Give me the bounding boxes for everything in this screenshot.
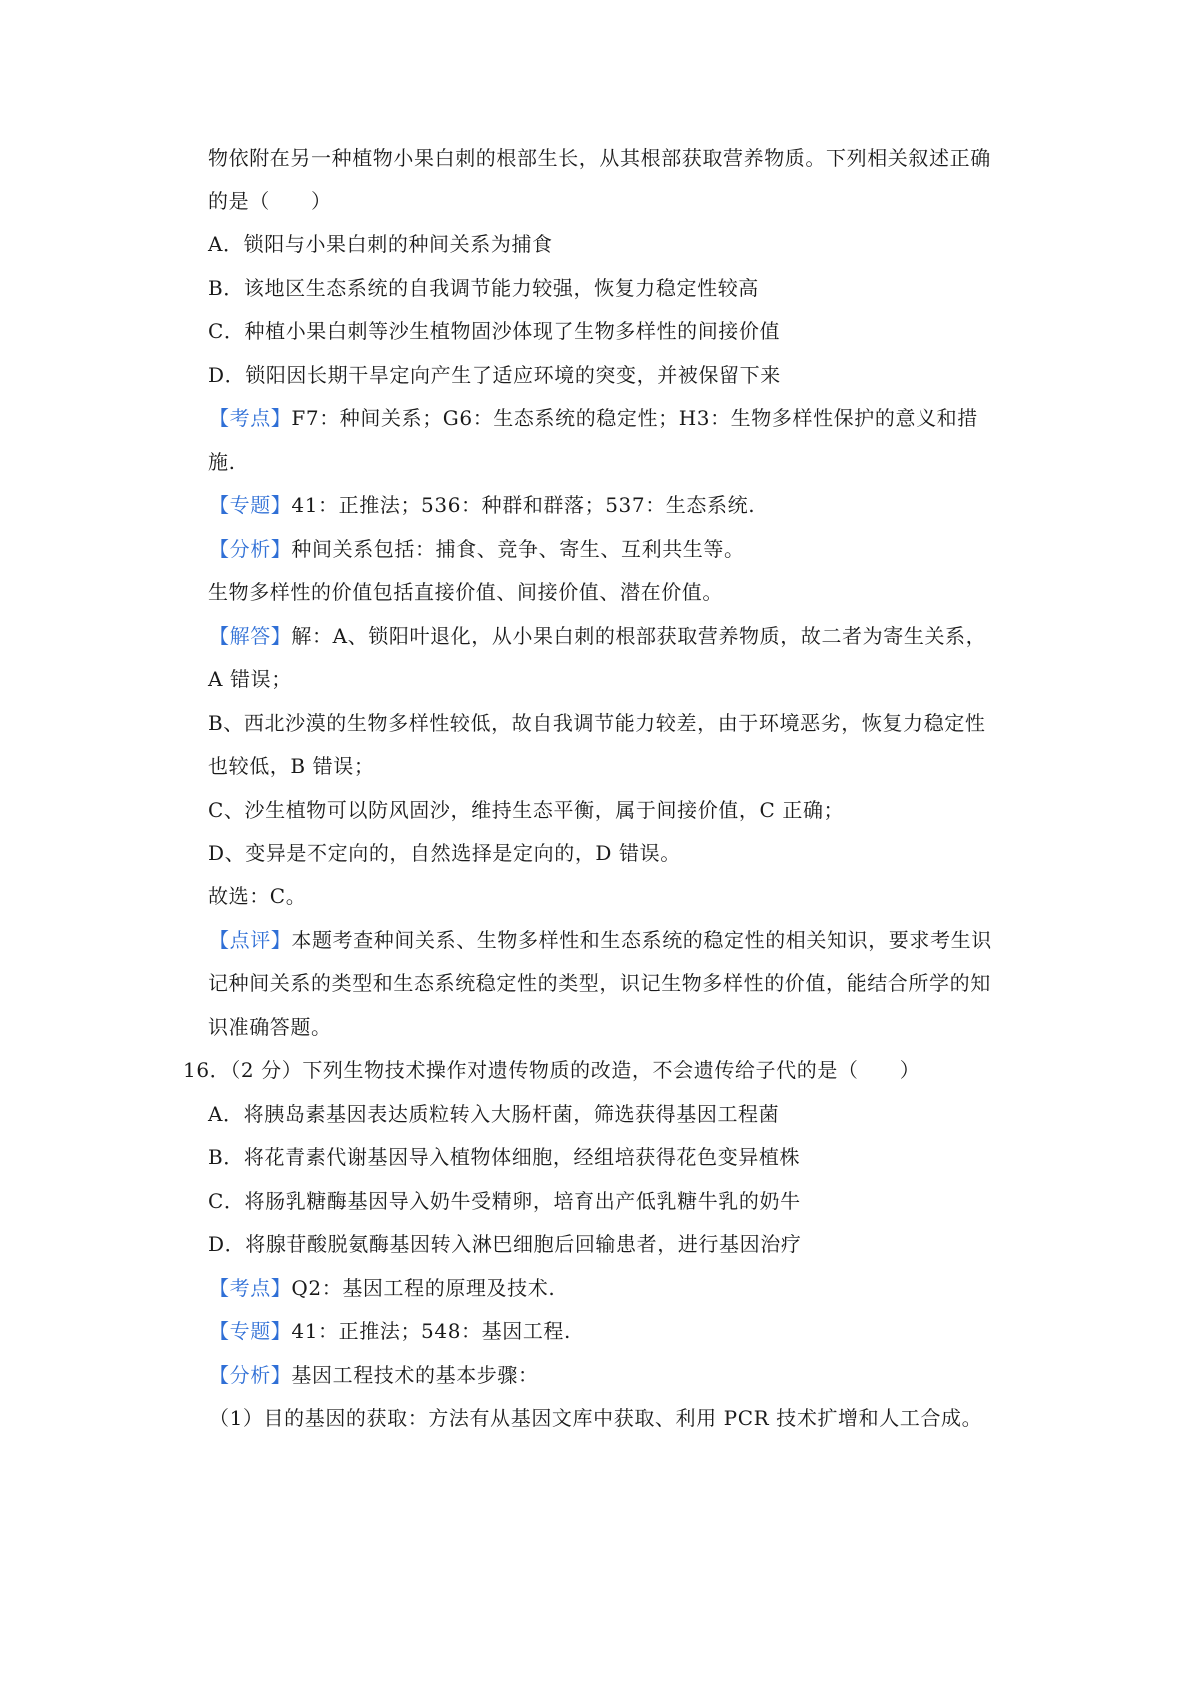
q15-jieda xyxy=(209,624,986,648)
jieda-tag: 【解答】 xyxy=(209,624,292,648)
q15-option-b: B．该地区生态系统的自我调节能力较强，恢复力稳定性较高 xyxy=(208,276,759,300)
q16-fenxi-step-1: （1）目的基因的获取：方法有从基因文库中获取、利用 PCR 技术扩增和人工合成。 xyxy=(209,1406,983,1430)
q15-option-c: C．种植小果白刺等沙生植物固沙体现了生物多样性的间接价值 xyxy=(208,319,781,343)
q15-jieda-line-3: B、西北沙漠的生物多样性较低，故自我调节能力较差，由于环境恶劣，恢复力稳定性 xyxy=(208,711,986,735)
jieda-text: 解：A、锁阳叶退化，从小果白刺的根部获取营养物质，故二者为寄生关系， xyxy=(291,624,987,648)
kaodian-tag: 【考点】 xyxy=(209,1276,292,1300)
q16-option-a: A．将胰岛素基因表达质粒转入大肠杆菌，筛选获得基因工程菌 xyxy=(208,1102,780,1126)
q16-zhuanti xyxy=(209,1319,571,1343)
q15-stem-line-1: 物依附在另一种植物小果白刺的根部生长，从其根部获取营养物质。下列相关叙述正确 xyxy=(208,146,991,170)
q15-jieda-line-2: A 错误； xyxy=(208,667,292,691)
q16-option-d: D．将腺苷酸脱氨酶基因转入淋巴细胞后回输患者，进行基因治疗 xyxy=(208,1232,802,1256)
q16-stem: 16．（2 分）下列生物技术操作对遗传物质的改造，不会遗传给子代的是（ ） xyxy=(183,1058,921,1082)
q16-fenxi xyxy=(209,1363,539,1387)
zhuanti-text: 41：正推法；548：基因工程. xyxy=(291,1319,571,1343)
q16-option-b: B．将花青素代谢基因导入植物体细胞，经组培获得花色变异植株 xyxy=(208,1145,801,1169)
fenxi-tag: 【分析】 xyxy=(209,537,292,561)
fenxi-tag: 【分析】 xyxy=(209,1363,292,1387)
q15-kaodian xyxy=(209,406,978,430)
q15-jieda-line-7: 故选：C。 xyxy=(208,884,307,908)
q15-zhuanti xyxy=(209,493,755,517)
dianping-tag: 【点评】 xyxy=(209,928,292,952)
zhuanti-tag: 【专题】 xyxy=(209,1319,292,1343)
q15-fenxi xyxy=(209,537,745,561)
q15-dianping-line-2: 记种间关系的类型和生态系统稳定性的类型，识记生物多样性的价值，能结合所学的知 xyxy=(208,971,991,995)
dianping-text: 本题考查种间关系、生物多样性和生态系统的稳定性的相关知识，要求考生识 xyxy=(291,928,992,952)
zhuanti-text: 41：正推法；536：种群和群落；537：生态系统. xyxy=(291,493,756,517)
q15-jieda-line-6: D、变异是不定向的，自然选择是定向的，D 错误。 xyxy=(208,841,681,865)
q15-option-a: A．锁阳与小果白刺的种间关系为捕食 xyxy=(208,232,553,256)
q15-jieda-line-4: 也较低，B 错误； xyxy=(208,754,375,778)
q15-stem-line-2: 的是（ ） xyxy=(208,189,332,213)
q15-kaodian-cont: 施. xyxy=(208,450,236,474)
fenxi-text: 种间关系包括：捕食、竞争、寄生、互利共生等。 xyxy=(291,537,745,561)
q15-dianping-line-3: 识准确答题。 xyxy=(208,1015,332,1039)
kaodian-tag: 【考点】 xyxy=(209,406,292,430)
q15-fenxi-cont: 生物多样性的价值包括直接价值、间接价值、潜在价值。 xyxy=(208,580,723,604)
q16-option-c: C．将肠乳糖酶基因导入奶牛受精卵，培育出产低乳糖牛乳的奶牛 xyxy=(208,1189,801,1213)
zhuanti-tag: 【专题】 xyxy=(209,493,292,517)
q15-jieda-line-5: C、沙生植物可以防风固沙，维持生态平衡，属于间接价值，C 正确； xyxy=(208,798,845,822)
kaodian-text: Q2：基因工程的原理及技术. xyxy=(291,1276,556,1300)
q15-dianping xyxy=(209,928,992,952)
fenxi-text: 基因工程技术的基本步骤： xyxy=(291,1363,539,1387)
kaodian-text: F7：种间关系；G6：生态系统的稳定性；H3：生物多样性保护的意义和措 xyxy=(291,406,978,430)
q16-kaodian xyxy=(209,1276,555,1300)
q15-option-d: D．锁阳因长期干旱定向产生了适应环境的突变，并被保留下来 xyxy=(208,363,781,387)
